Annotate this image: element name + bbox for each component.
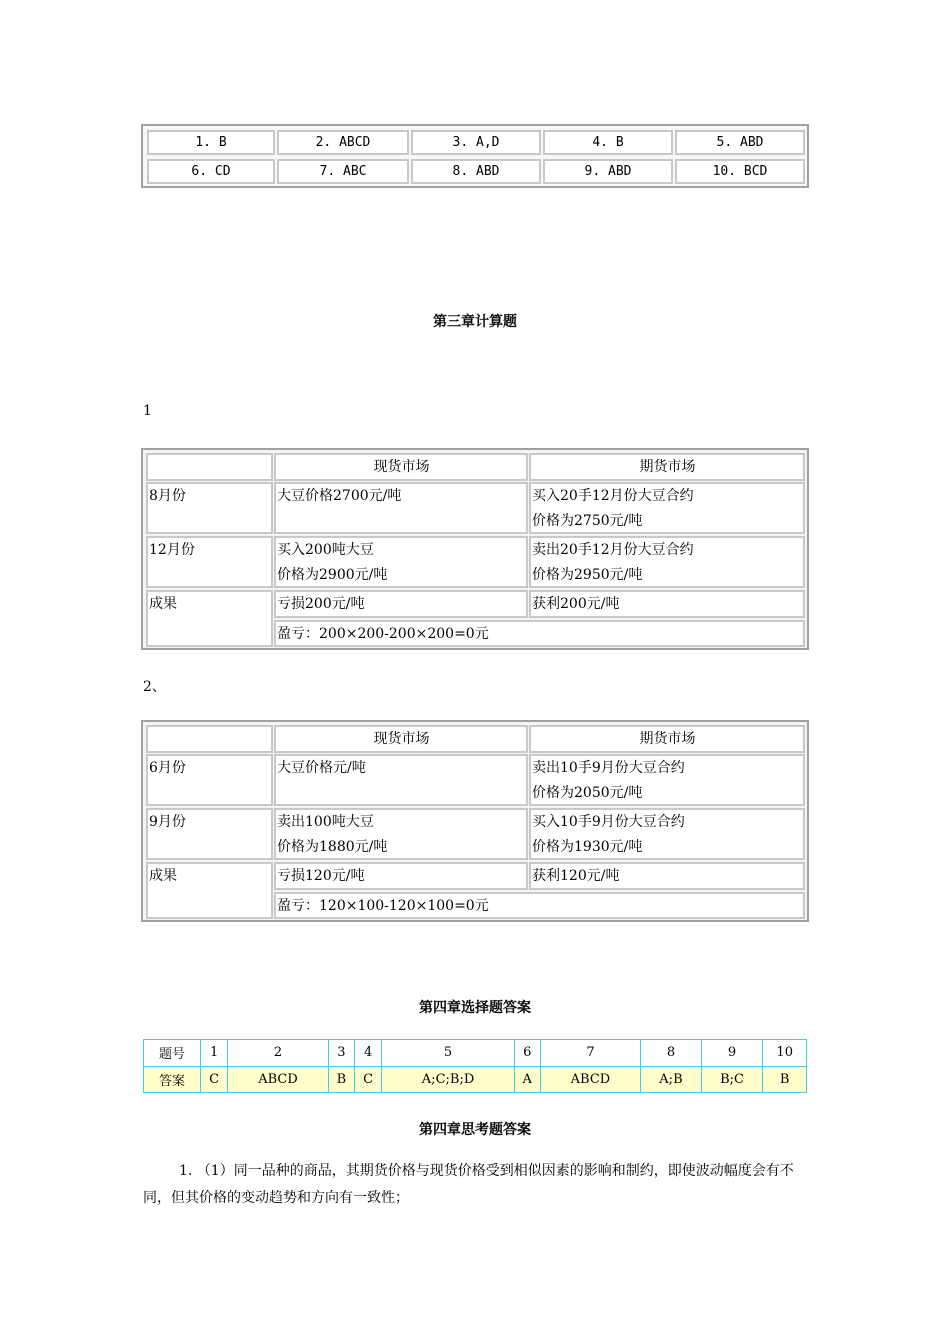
header-empty	[146, 453, 273, 481]
answer: C	[355, 1066, 382, 1093]
q-number: 10	[763, 1040, 807, 1067]
row-label: 9月份	[146, 808, 273, 860]
problem2-table	[141, 720, 809, 922]
answer: B	[328, 1066, 354, 1093]
answer: B	[763, 1066, 807, 1093]
answer: B;C	[701, 1066, 763, 1093]
futures-line: 价格为2750元/吨	[532, 513, 643, 529]
spot-cell: 亏损120元/吨	[274, 862, 528, 890]
header-spot: 现货市场	[274, 453, 528, 481]
chapter3-title: 第三章计算题	[433, 314, 517, 330]
answer-table-top	[141, 124, 809, 188]
a-label: 答案	[144, 1066, 201, 1093]
answer: ABCD	[228, 1066, 329, 1093]
spot-cell	[274, 482, 528, 534]
futures-line: 买入10手9月份大豆合约	[532, 814, 685, 830]
answer-cell: 1. B	[147, 130, 275, 155]
row-label: 12月份	[146, 536, 273, 588]
q-number: 8	[641, 1040, 701, 1067]
futures-line: 价格为1930元/吨	[532, 839, 643, 855]
answer-cell: 2. ABCD	[277, 130, 409, 155]
summary-cell: 盈亏：120×100-120×100=0元	[274, 892, 805, 919]
futures-line: 价格为2950元/吨	[532, 567, 643, 583]
answer-cell: 8. ABD	[411, 159, 541, 184]
answer: A	[514, 1066, 540, 1093]
row-label: 8月份	[146, 482, 273, 534]
q-number: 1	[201, 1040, 228, 1067]
answer-cell: 9. ABD	[543, 159, 673, 184]
futures-line: 买入20手12月份大豆合约	[532, 488, 694, 504]
answer: A;B	[641, 1066, 701, 1093]
answer: ABCD	[540, 1066, 641, 1093]
row-label: 成果	[146, 862, 273, 919]
spot-line: 卖出100吨大豆	[277, 814, 374, 830]
chapter4-answer-table	[143, 1039, 807, 1093]
table-row	[144, 1066, 807, 1093]
spot-line: 大豆价格元/吨	[277, 760, 366, 776]
spot-line: 买入200吨大豆	[277, 542, 374, 558]
table-row	[144, 1040, 807, 1067]
futures-cell	[529, 754, 805, 806]
q-number: 4	[355, 1040, 382, 1067]
futures-cell: 获利120元/吨	[529, 862, 805, 890]
spot-line: 价格为2900元/吨	[277, 567, 388, 583]
q-number: 7	[540, 1040, 641, 1067]
problem1-table	[141, 448, 809, 650]
futures-cell	[529, 808, 805, 860]
answer-cell: 5. ABD	[675, 130, 805, 155]
q-number: 9	[701, 1040, 763, 1067]
q-label: 题号	[144, 1040, 201, 1067]
problem2-label: 2、	[143, 679, 166, 695]
spot-line: 价格为1880元/吨	[277, 839, 388, 855]
row-label: 6月份	[146, 754, 273, 806]
summary-cell: 盈亏：200×200-200×200=0元	[274, 620, 805, 647]
futures-line: 价格为2050元/吨	[532, 785, 643, 801]
header-spot: 现货市场	[274, 725, 528, 753]
answer: C	[201, 1066, 228, 1093]
q-number: 5	[382, 1040, 515, 1067]
answer-cell: 6. CD	[147, 159, 275, 184]
chapter4-choice-title: 第四章选择题答案	[419, 1000, 531, 1016]
futures-line: 卖出10手9月份大豆合约	[532, 760, 685, 776]
answer: A;C;B;D	[382, 1066, 515, 1093]
q-number: 2	[228, 1040, 329, 1067]
spot-cell	[274, 808, 528, 860]
header-futures: 期货市场	[529, 453, 805, 481]
chapter4-thinking-title: 第四章思考题答案	[419, 1122, 531, 1138]
answer-cell: 10. BCD	[675, 159, 805, 184]
header-empty	[146, 725, 273, 753]
futures-cell	[529, 482, 805, 534]
spot-cell: 亏损200元/吨	[274, 590, 528, 618]
paragraph: 1. （1）同一品种的商品，其期货价格与现货价格受到相似因素的影响和制约，即使波动幅度会有不同，但其价格的变动趋势和方向有一致性；	[143, 1163, 794, 1206]
futures-cell: 获利200元/吨	[529, 590, 805, 618]
row-label: 成果	[146, 590, 273, 647]
spot-cell	[274, 754, 528, 806]
answer-cell: 3. A,D	[411, 130, 541, 155]
spot-cell	[274, 536, 528, 588]
futures-cell	[529, 536, 805, 588]
q-number: 3	[328, 1040, 354, 1067]
futures-line: 卖出20手12月份大豆合约	[532, 542, 694, 558]
header-futures: 期货市场	[529, 725, 805, 753]
answer-cell: 7. ABC	[277, 159, 409, 184]
problem1-label: 1	[143, 403, 152, 419]
q-number: 6	[514, 1040, 540, 1067]
spot-line: 大豆价格2700元/吨	[277, 488, 402, 504]
answer-cell: 4. B	[543, 130, 673, 155]
